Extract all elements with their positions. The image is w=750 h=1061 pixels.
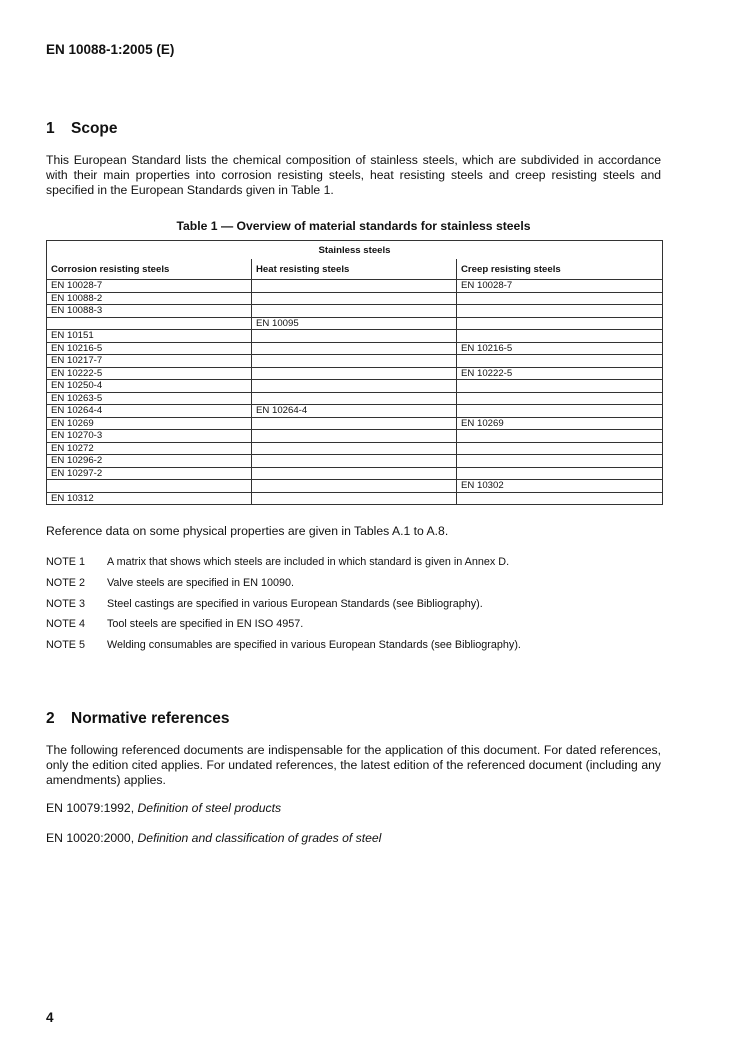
- table-cell: [252, 305, 457, 318]
- table-cell: [252, 367, 457, 380]
- note-label: NOTE 5: [46, 639, 85, 652]
- table-cell: EN 10297-2: [47, 467, 252, 480]
- reference-code: EN 10079:1992,: [46, 801, 138, 815]
- scope-paragraph: This European Standard lists the chemical composition of stainless steels, which are subdivided in accordance with their main properties into corrosion resisting steels, heat resisting steels and creep resisting steels and specified in the European Standards given in Table 1.: [46, 153, 661, 197]
- note-item: [46, 614, 521, 635]
- table-cell: EN 10222-5: [47, 367, 252, 380]
- table-cell: [47, 317, 252, 330]
- table-cell: [457, 305, 663, 318]
- table-row: [47, 417, 663, 430]
- table-cell: [457, 392, 663, 405]
- table-cell: [252, 380, 457, 393]
- column-header: Corrosion resisting steels: [47, 259, 252, 280]
- note-text: Tool steels are specified in EN ISO 4957.: [107, 618, 304, 631]
- table-row: [47, 330, 663, 343]
- reference-code: EN 10020:2000,: [46, 831, 138, 845]
- column-header: Heat resisting steels: [252, 259, 457, 280]
- note-label: NOTE 2: [46, 577, 85, 590]
- table-cell: [252, 292, 457, 305]
- table-row: [47, 317, 663, 330]
- section-title: Scope: [71, 120, 118, 137]
- table-row: [47, 455, 663, 468]
- table-row: [47, 392, 663, 405]
- table-row: [47, 292, 663, 305]
- table-caption: Table 1 — Overview of material standards for stainless steels: [176, 219, 531, 233]
- table-cell: EN 10302: [457, 480, 663, 493]
- table-row: [47, 430, 663, 443]
- section-2-heading: [46, 710, 230, 728]
- table-cell: [47, 480, 252, 493]
- table-cell: [457, 455, 663, 468]
- table-cell: EN 10269: [47, 417, 252, 430]
- note-item: [46, 593, 521, 614]
- note-text: Steel castings are specified in various European Standards (see Bibliography).: [107, 597, 483, 610]
- table-cell: [457, 355, 663, 368]
- table-cell: [457, 442, 663, 455]
- table-cell: [252, 492, 457, 505]
- table-row: [47, 380, 663, 393]
- table-row: [47, 342, 663, 355]
- table-row: [47, 367, 663, 380]
- table-cell: EN 10250-4: [47, 380, 252, 393]
- table-cell: [457, 380, 663, 393]
- table-cell: [252, 355, 457, 368]
- normative-reference-item: [46, 831, 381, 845]
- table-cell: EN 10312: [47, 492, 252, 505]
- table-cell: EN 10264-4: [252, 405, 457, 418]
- table-cell: [457, 317, 663, 330]
- section-number: 1: [46, 120, 55, 137]
- table-cell: [457, 405, 663, 418]
- table-row: [47, 280, 663, 293]
- table-cell: [252, 430, 457, 443]
- table-cell: EN 10095: [252, 317, 457, 330]
- note-text: Welding consumables are specified in various European Standards (see Bibliography).: [107, 639, 521, 652]
- table-row: [47, 405, 663, 418]
- group-header: Stainless steels: [47, 241, 663, 260]
- table-cell: EN 10028-7: [457, 280, 663, 293]
- table-cell: [457, 292, 663, 305]
- note-item: [46, 635, 521, 656]
- note-text: Valve steels are specified in EN 10090.: [107, 577, 295, 590]
- notes-list: [46, 552, 521, 655]
- note-label: NOTE 4: [46, 618, 85, 631]
- table-row: [47, 480, 663, 493]
- material-standards-table: [46, 240, 663, 505]
- table-cell: [252, 480, 457, 493]
- table-row: [47, 305, 663, 318]
- table-cell: [457, 430, 663, 443]
- table-cell: EN 10263-5: [47, 392, 252, 405]
- note-item: [46, 573, 521, 594]
- page-number: 4: [46, 1010, 54, 1025]
- note-label: NOTE 3: [46, 597, 85, 610]
- table-cell: [252, 455, 457, 468]
- table-cell: EN 10222-5: [457, 367, 663, 380]
- table-row: [47, 442, 663, 455]
- table-cell: EN 10028-7: [47, 280, 252, 293]
- table-cell: EN 10296-2: [47, 455, 252, 468]
- normative-references-paragraph: The following referenced documents are indispensable for the application of this document. For dated references, only the edition cited applies. For undated references, the latest edition of the referenced document (including any amendments) applies.: [46, 743, 661, 787]
- reference-data-line: Reference data on some physical properties are given in Tables A.1 to A.8.: [46, 524, 449, 538]
- table-cell: EN 10088-2: [47, 292, 252, 305]
- table-cell: [457, 467, 663, 480]
- table-cell: EN 10270-3: [47, 430, 252, 443]
- column-header: Creep resisting steels: [457, 259, 663, 280]
- table-row: [47, 355, 663, 368]
- table-cell: [457, 492, 663, 505]
- note-item: [46, 552, 521, 573]
- table-cell: EN 10269: [457, 417, 663, 430]
- table-cell: EN 10151: [47, 330, 252, 343]
- table-cell: EN 10216-5: [457, 342, 663, 355]
- table-cell: [252, 330, 457, 343]
- table-cell: [252, 392, 457, 405]
- table-cell: EN 10217-7: [47, 355, 252, 368]
- document-id: EN 10088-1:2005 (E): [46, 42, 175, 57]
- table-cell: EN 10272: [47, 442, 252, 455]
- table-row: [47, 492, 663, 505]
- note-label: NOTE 1: [46, 556, 85, 569]
- table-cell: [252, 442, 457, 455]
- table-cell: EN 10264-4: [47, 405, 252, 418]
- table-cell: [252, 342, 457, 355]
- note-text: A matrix that shows which steels are included in which standard is given in Annex D.: [107, 556, 510, 569]
- section-1-heading: [46, 120, 118, 138]
- section-title: Normative references: [71, 710, 230, 727]
- table-row: [47, 467, 663, 480]
- reference-title: Definition and classification of grades of steel: [137, 831, 382, 845]
- table-cell: [252, 467, 457, 480]
- reference-title: Definition of steel products: [137, 801, 282, 815]
- section-number: 2: [46, 710, 55, 727]
- table-cell: EN 10216-5: [47, 342, 252, 355]
- table-cell: [252, 280, 457, 293]
- normative-reference-item: [46, 801, 281, 815]
- table-cell: [457, 330, 663, 343]
- table-cell: EN 10088-3: [47, 305, 252, 318]
- table-cell: [252, 417, 457, 430]
